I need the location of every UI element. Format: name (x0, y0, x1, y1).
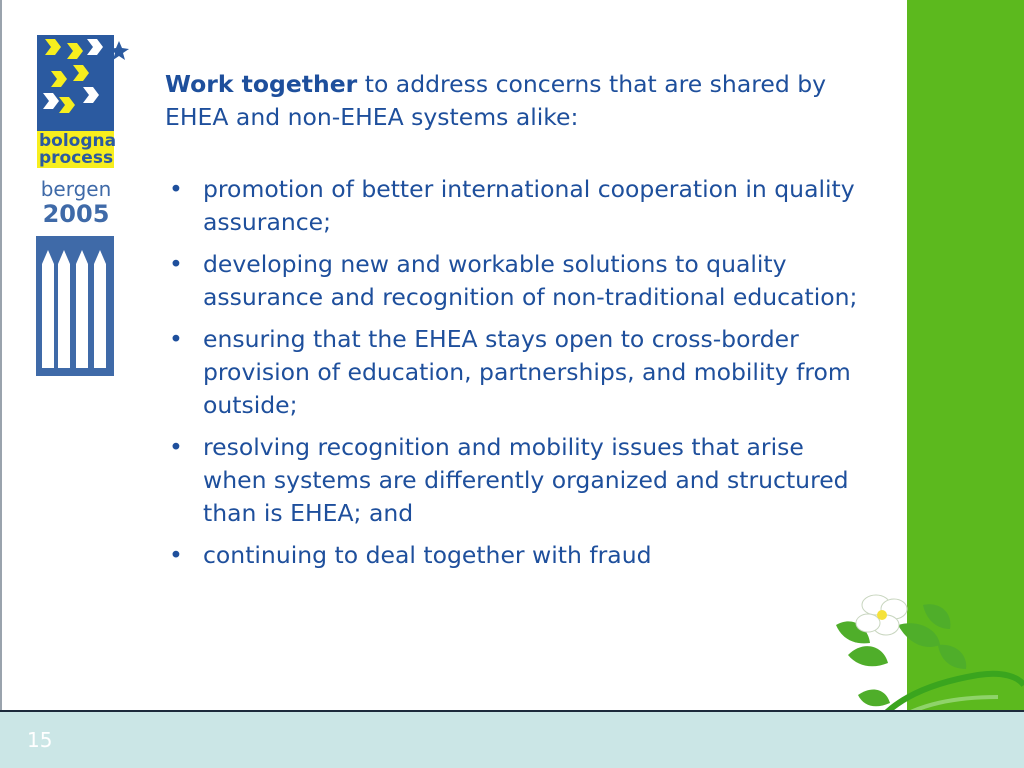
bullet-item (165, 248, 865, 314)
bullet-item (165, 173, 865, 239)
logo-wordmark-line1: bologna (39, 131, 117, 151)
page-number: 15 (27, 728, 53, 752)
logo-wordmark-line2: process (39, 148, 114, 168)
bullet-text: continuing to deal together with fraud (203, 541, 652, 569)
heading-emphasis: Work together (165, 70, 358, 98)
bologna-process-logo (36, 33, 128, 375)
logo-city: bergen (40, 177, 112, 201)
heading-text: to address concerns that are shared by EHEA and non-EHEA systems alike: (165, 70, 827, 131)
bullet-text: developing new and workable solutions to quality assurance and recognition of non-traditional education; (203, 250, 858, 311)
bullet-item (165, 431, 865, 530)
bullet-dot: • (169, 541, 183, 569)
logo-spires-icon (36, 236, 128, 376)
bullet-text: ensuring that the EHEA stays open to cross-border provision of education, partnerships, and mobility from outside; (203, 325, 851, 419)
footer-bar (0, 712, 1024, 768)
bullet-dot: • (169, 250, 183, 278)
bullet-text: resolving recognition and mobility issues that arise when systems are differently organized and structured than is EHEA; and (203, 433, 849, 527)
logo-year: 2005 (42, 200, 110, 228)
bullet-dot: • (169, 325, 183, 353)
bullet-item (165, 539, 865, 572)
left-border-line (0, 0, 2, 712)
slide-heading (165, 68, 865, 134)
bullet-text: promotion of better international cooperation in quality assurance; (203, 175, 855, 236)
logo-stars-icon (37, 35, 129, 135)
bullet-list (165, 173, 865, 581)
bullet-dot: • (169, 175, 183, 203)
bullet-item (165, 323, 865, 422)
logo-wordmark (37, 131, 117, 168)
bullet-dot: • (169, 433, 183, 461)
